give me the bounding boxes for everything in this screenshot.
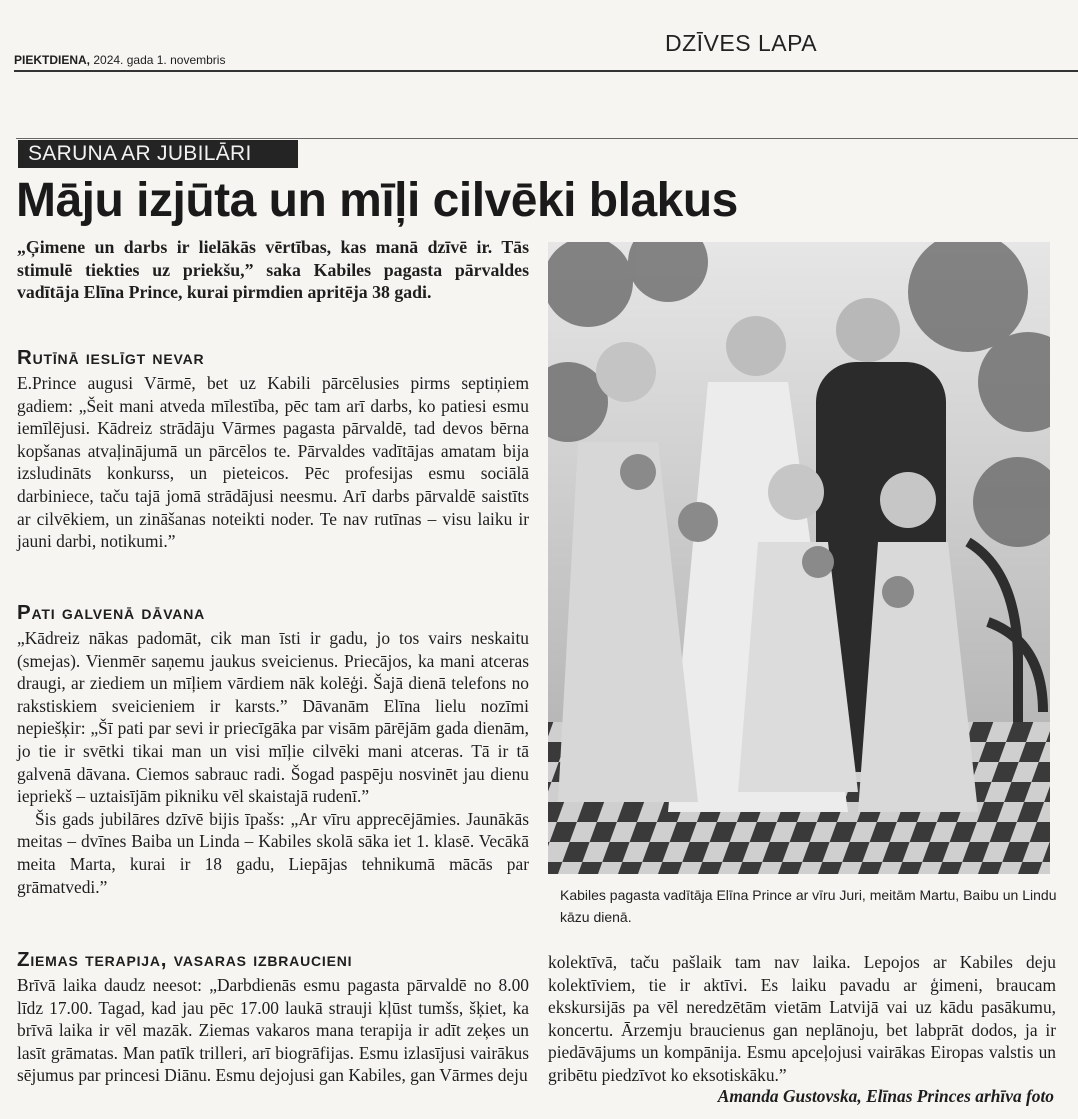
paragraph: kolektīvā, taču pašlaik tam nav laika. Lepojos ar Kabiles deju kolektīviem, tie ir aktīvi. Es laiku pavadu ar ģimeni, braucam ekskursijās pa vēl neredzētām vietām Latvijā vai uz kādu pasākumu, koncertu. Ārzemju braucienus gan neplānoju, bet labprāt dodos, ja ir piedāvājums un kompānija. Esmu apceļojusi vairākas Eiropas valstis un gribētu piedzīvot ko eksotiskāku.”: [548, 952, 1056, 1085]
paragraph: Šis gads jubilāres dzīvē bijis īpašs: „Ar vīru apprecējāmies. Jaunākās meitas – dvīnes Baiba un Linda – Kabiles skolā sāka iet 1. klasē. Vecākā meita Marta, kurai ir 18 gadu, Liepājas tehnikumā mācās par grāmatvedi.”: [17, 808, 529, 897]
article-headline: Māju izjūta un mīļi cilvēki blakus: [16, 174, 738, 227]
section-3-body: [17, 974, 529, 1087]
header-rule: [14, 70, 1078, 72]
paragraph: „Kādreiz nākas padomāt, cik man īsti ir gadu, jo tos vairs neskaitu (smejas). Vienmēr saņemu jaukus sveicienus. Priecājos, ka mani atceras draugi, ar ziediem un mīļiem vārdiem nāk kolēģi. Šajā dienā telefons no rakstiskiem sveicieniem ir karsts.” Dāvanām Elīna lielu nozīmi nepiešķir: „Šī pati par sevi ir priecīgāka par visām pārējām gada dienām, jo tie ir svētki tikai man un visi mīļie cilvēki mani atceras. Tā ir tā galvenā dāvana. Ciemos sabrauc radi. Šogad paspēju nosvinēt jau dienu iepriekš – uztaisījām pikniku vēl skaistajā rudenī.”: [17, 628, 529, 807]
subhead-3: Ziemas terapija, vasaras izbraucieni: [17, 948, 353, 971]
issue-date: [14, 53, 225, 67]
subhead-1: Rutīnā ieslīgt nevar: [17, 346, 205, 369]
article-author: Amanda Gustovska, Elīnas Princes arhīva foto: [717, 1086, 1054, 1106]
photo-caption: Kabiles pagasta vadītāja Elīna Prince ar vīru Juri, meitām Martu, Baibu un Lindu kāzu dienā.: [560, 887, 1057, 925]
section-1-body: [17, 372, 529, 553]
article-lead: „Ģimene un darbs ir lielākās vērtības, kas manā dzīvē ir. Tās stimulē tiekties uz priekšu,” saka Kabiles pagasta pārvaldes vadītāja Elīna Prince, kurai pirmdien apritēja 38 gadi.: [17, 237, 529, 302]
wedding-photo-illustration: [548, 242, 1050, 874]
article-photo: [548, 242, 1050, 874]
issue-date-text: 2024. gada 1. novembris: [93, 53, 226, 67]
subhead-2: Pati galvenā dāvana: [17, 601, 206, 624]
article-rubric: SARUNA AR JUBILĀRI: [18, 140, 298, 168]
paragraph: Brīvā laika daudz neesot: „Darbdienās esmu pagasta pārvaldē no 8.00 līdz 17.00. Tagad, kad jau pēc 17.00 laukā strauji kļūst tumšs, šķiet, ka brīvā laika ir vēl mazāk. Ziemas vakaros mana terapija ir adīt zeķes un lasīt grāmatas. Man patīk trilleri, arī biogrāfijas. Esmu izlasījusi vairākus sējumus par princesi Diānu. Esmu dejojusi gan Kabiles, gan Vārmes deju: [17, 975, 529, 1086]
issue-weekday: PIEKTDIENA,: [14, 53, 91, 67]
section-2-body: [17, 627, 529, 898]
paragraph: E.Prince augusi Vārmē, bet uz Kabili pārcēlusies pirms septiņiem gadiem: „Šeit mani atveda mīlestība, pēc tam arī darbs, ko patiesi esmu iemīlējusi. Kādreiz strādāju Vārmes pagasta pārvaldē, tad devos bērna kopšanas atvaļinājumā un pārcēlos te. Pārvaldes vadītājas amatam bija izsludināts konkurss, un pieteicos. Pēc profesijas esmu sociālā darbiniece, taču tajā jomā strādājusi neesmu. Arī darbs pārvaldē saistīts ar cilvēkiem, un zināšanas noteikti noder. Te nav rutīnas – visu laiku ir jauni darbi, notikumi.”: [17, 373, 529, 552]
article-top-rule: [16, 138, 1078, 139]
article-continuation: [548, 951, 1056, 1087]
section-title: DZĪVES LAPA: [665, 30, 818, 56]
